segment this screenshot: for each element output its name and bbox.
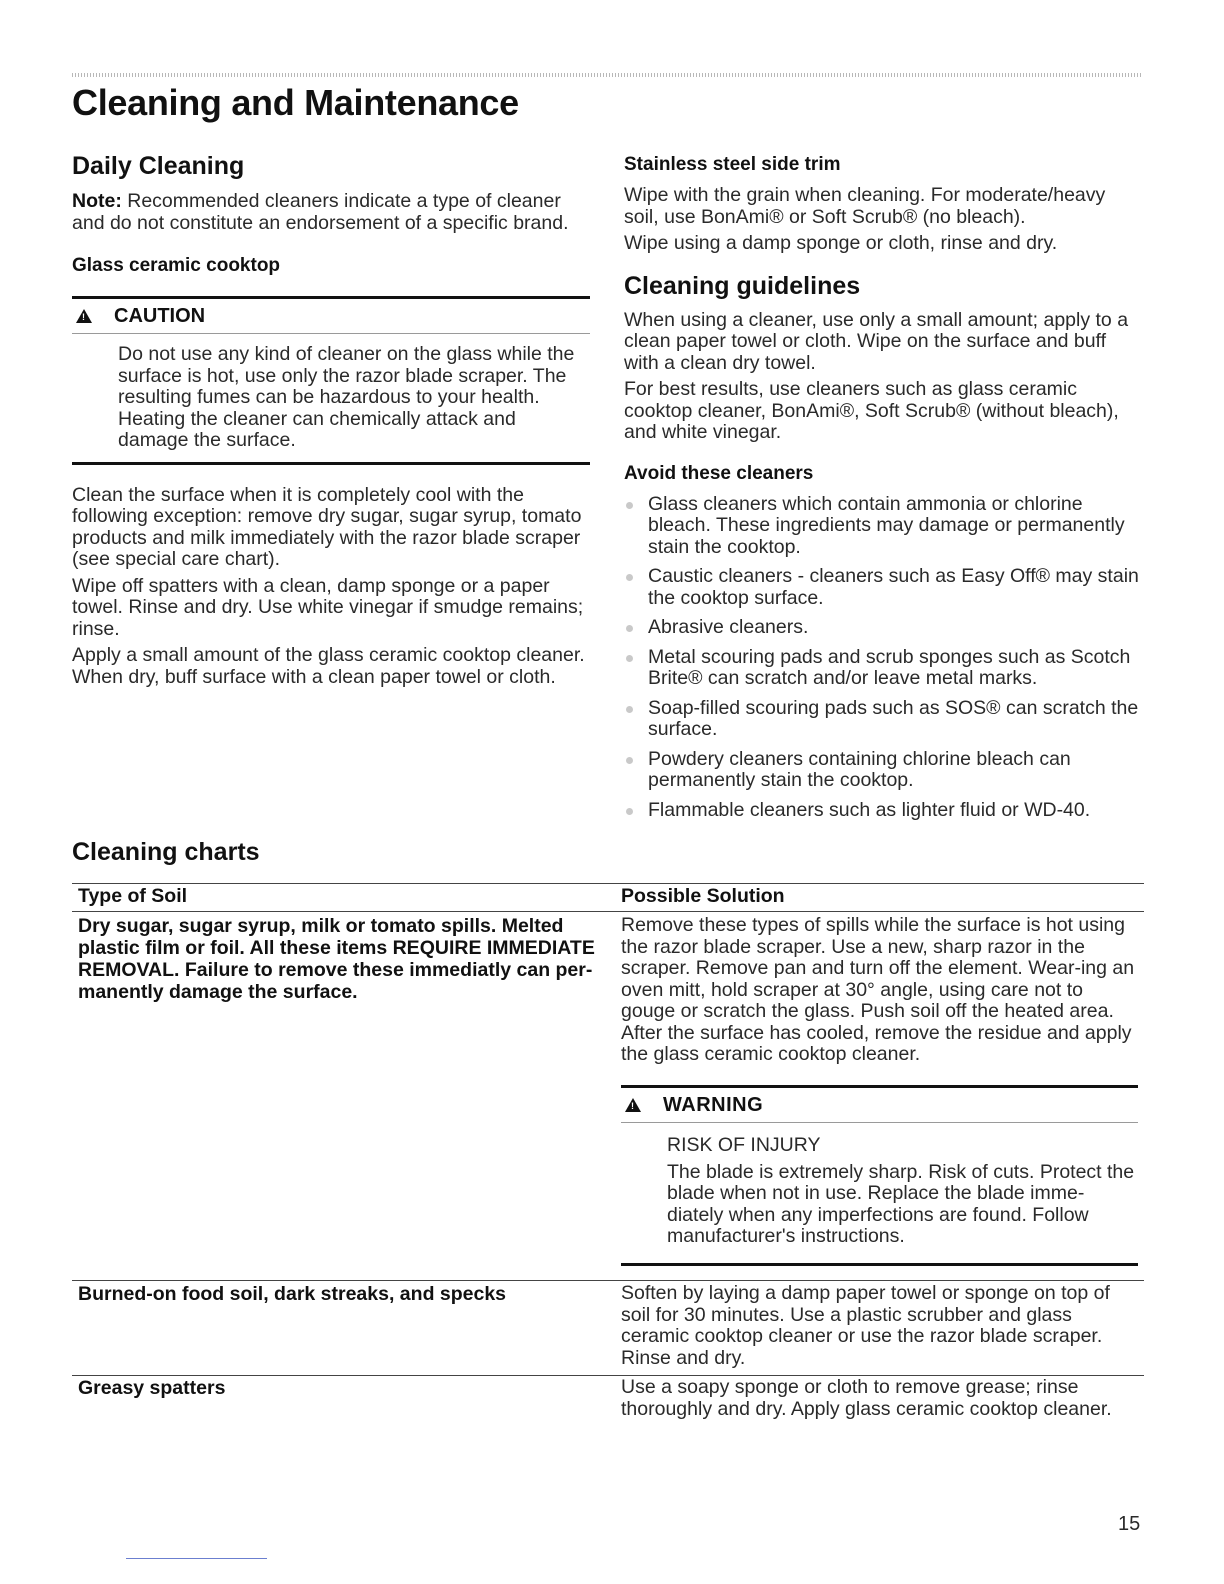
caution-label: CAUTION — [114, 304, 206, 327]
daily-cleaning-heading: Daily Cleaning — [72, 152, 245, 180]
avoid-heading: Avoid these cleaners — [624, 462, 814, 484]
table-row-soil: Dry sugar, sugar syrup, milk or tomato spills. Melted plastic film or foil. All these items REQUIRE IMMEDIATE REMOVAL. Failure to remove these immediatly can per-manently damage the surface. — [78, 915, 595, 1003]
warning-box — [621, 1085, 1138, 1266]
header-rule — [72, 73, 1142, 77]
page-title: Cleaning and Maintenance — [72, 82, 519, 123]
warning-text: The blade is extremely sharp. Risk of cuts. Protect the blade when not in use. Replace the blade imme-diately when any imperfections are found. Follow manufacturer's instructions. — [667, 1160, 1135, 1247]
note-paragraph — [72, 191, 590, 234]
table-row-solution: Remove these types of spills while the surface is hot using the razor blade scraper. Use a new, sharp razor in the scraper. Remove pan and turn off the element. Wear-ing an oven mitt, hold scraper at 30° angle, using care not to gouge or scratch the glass. Push soil off the heated area. After the surface has cooled, remove the residue and apply the glass ceramic cooktop cleaner. — [621, 914, 1135, 1065]
list-item: Metal scouring pads and scrub sponges such as Scotch Brite® can scratch and/or leave metal marks. — [624, 647, 1144, 690]
warning-triangle-icon — [76, 309, 92, 323]
glass-cooktop-heading: Glass ceramic cooktop — [72, 255, 281, 276]
daily-paragraph: Wipe off spatters with a clean, damp sponge or a paper towel. Rinse and dry. Use white vinegar if smudge remains; rinse. — [72, 574, 584, 640]
guidelines-paragraphs — [624, 310, 1144, 444]
header-rule-bottom — [72, 911, 1144, 912]
trim-paragraph: Wipe with the grain when cleaning. For moderate/heavy soil, use BonAmi® or Soft Scrub® (no bleach). — [624, 184, 1106, 228]
daily-cleaning-section — [72, 152, 590, 693]
guidelines-heading: Cleaning guidelines — [624, 271, 861, 300]
caution-box — [72, 296, 590, 465]
column-header-soil: Type of Soil — [78, 885, 188, 907]
list-item: Caustic cleaners - cleaners such as Easy Off® may stain the cooktop surface. — [624, 566, 1144, 609]
list-item: Glass cleaners which contain ammonia or chlorine bleach. These ingredients may damage or permanently stain the cooktop. — [624, 494, 1144, 559]
guidelines-paragraph: For best results, use cleaners such as glass ceramic cooktop cleaner, BonAmi®, Soft Scrub® (without bleach), and white vinegar. — [624, 378, 1119, 443]
table-row-soil: Greasy spatters — [78, 1377, 226, 1399]
list-item: Flammable cleaners such as lighter fluid or WD-40. — [624, 800, 1144, 822]
note-text: Recommended cleaners indicate a type of cleaner and do not constitute an endorsement of a specific brand. — [72, 190, 569, 234]
avoid-list — [624, 494, 1144, 822]
column-header-solution: Possible Solution — [621, 885, 785, 907]
row-rule — [72, 1280, 1144, 1281]
table-row-solution: Use a soapy sponge or cloth to remove grease; rinse thoroughly and dry. Apply glass ceramic cooktop cleaner. — [621, 1376, 1112, 1420]
trim-paragraphs — [624, 185, 1144, 255]
warning-triangle-icon — [625, 1098, 641, 1112]
trim-heading: Stainless steel side trim — [624, 154, 841, 175]
guidelines-paragraph: When using a cleaner, use only a small amount; apply to a clean paper towel or cloth. Wipe on the surface and buff with a clean dry towel. — [624, 308, 1129, 374]
footer-link-line — [126, 1558, 267, 1559]
list-item: Powdery cleaners containing chlorine bleach can permanently stain the cooktop. — [624, 749, 1144, 792]
daily-paragraph: Apply a small amount of the glass ceramic cooktop cleaner. When dry, buff surface with a clean paper towel or cloth. — [72, 644, 585, 688]
warning-body — [621, 1123, 1138, 1263]
daily-paragraph: Clean the surface when it is completely cool with the following exception: remove dry sugar, sugar syrup, tomato products and milk immediately with the razor blade scraper (see special care chart). — [72, 483, 582, 570]
caution-text: Do not use any kind of cleaner on the glass while the surface is hot, use only the razor blade scraper. The resulting fumes can be hazardous to your health. Heating the cleaner can chemically attack and damage the surface. — [118, 343, 575, 451]
warning-header — [621, 1088, 1138, 1123]
trim-paragraph: Wipe using a damp sponge or cloth, rinse and dry. — [624, 232, 1058, 254]
table-top-rule — [72, 883, 1144, 884]
warning-title: RISK OF INJURY — [667, 1134, 821, 1156]
list-item: Abrasive cleaners. — [624, 617, 1144, 639]
note-label: Note: — [72, 190, 122, 212]
table-row-solution: Soften by laying a damp paper towel or sponge on top of soil for 30 minutes. Use a plastic scrubber and glass ceramic cooktop cleaner or use the razor blade scraper. Rinse and dry. — [621, 1282, 1110, 1369]
right-column — [624, 154, 1144, 829]
caution-header — [72, 299, 590, 334]
page-number: 15 — [1118, 1513, 1141, 1535]
charts-heading: Cleaning charts — [72, 838, 260, 866]
list-item: Soap-filled scouring pads such as SOS® can scratch the surface. — [624, 698, 1144, 741]
table-row-soil: Burned-on food soil, dark streaks, and specks — [78, 1283, 507, 1305]
warning-label: WARNING — [663, 1093, 764, 1116]
daily-paragraphs — [72, 485, 590, 689]
